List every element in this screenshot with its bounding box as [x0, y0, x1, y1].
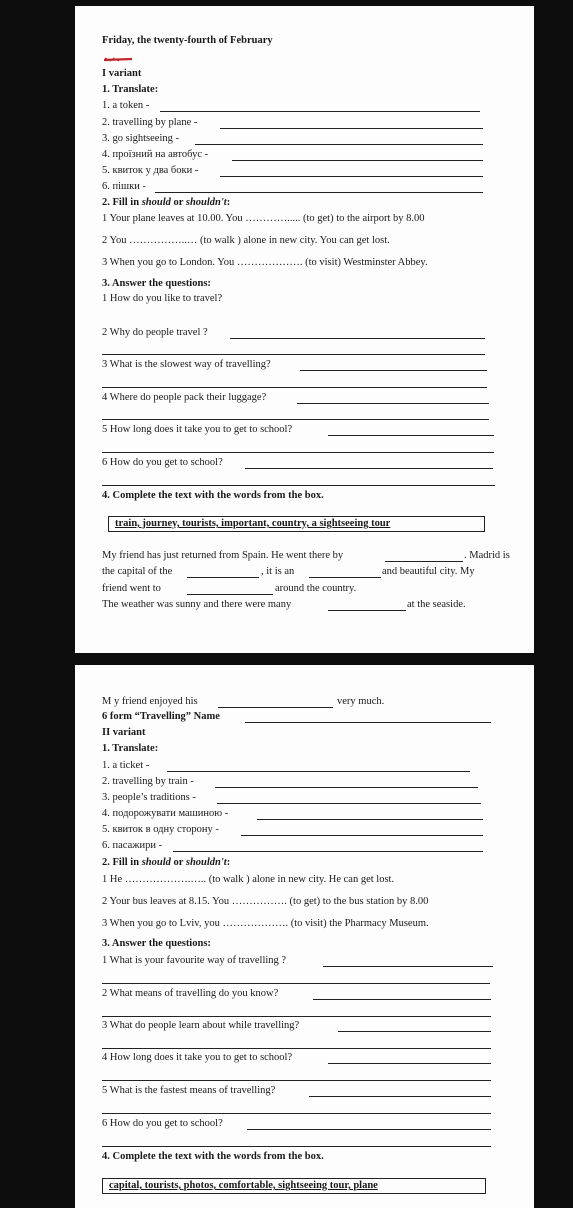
answer-line[interactable]	[187, 594, 273, 595]
answer-line[interactable]	[247, 1129, 491, 1130]
date-heading: Friday, the twenty-fourth of February	[102, 35, 273, 46]
answer-line[interactable]	[300, 370, 487, 371]
fill-sentence: 3 When you go to Lviv, you ………………. (to visit) the Pharmacy Museum.	[102, 918, 429, 929]
worksheet-page-2	[75, 665, 534, 1208]
section-fill-title: 2. Fill in should or shouldn't:	[102, 197, 231, 208]
question: 5 How long does it take you to get to school?	[102, 424, 293, 435]
answer-line[interactable]	[338, 1031, 491, 1032]
section-translate-title: 1. Translate:	[102, 84, 159, 95]
answer-line[interactable]	[102, 1113, 491, 1114]
question: 6 How do you get to school?	[102, 457, 223, 468]
paragraph-text: The weather was sunny and there were many	[102, 599, 292, 610]
paragraph-text: very much.	[337, 696, 385, 707]
section-fill-title: 2. Fill in should or shouldn't:	[102, 857, 231, 868]
answer-line[interactable]	[297, 403, 489, 404]
question: 6 How do you get to school?	[102, 1118, 223, 1129]
name-line[interactable]	[245, 722, 491, 723]
translate-item: 1. a ticket -	[102, 760, 150, 771]
question: 2 What means of travelling do you know?	[102, 988, 279, 999]
answer-line[interactable]	[102, 1146, 491, 1147]
paragraph-text: My friend has just returned from Spain. He went there by	[102, 550, 344, 561]
section-translate-title: 1. Translate:	[102, 743, 159, 754]
form-title: 6 form “Travelling” Name	[102, 711, 220, 722]
translate-item: 5. квиток в одну сторону -	[102, 824, 219, 835]
answer-line[interactable]	[155, 192, 483, 193]
worksheet-page-1	[75, 6, 534, 653]
answer-line[interactable]	[102, 419, 489, 420]
variant-heading: II variant	[102, 727, 146, 738]
answer-line[interactable]	[102, 452, 494, 453]
answer-line[interactable]	[309, 1096, 491, 1097]
answer-line[interactable]	[102, 1080, 491, 1081]
answer-line[interactable]	[323, 966, 493, 967]
paragraph-text: M y friend enjoyed his	[102, 696, 198, 707]
translate-item: 6. пасажири -	[102, 840, 163, 851]
answer-line[interactable]	[173, 851, 483, 852]
answer-line[interactable]	[230, 338, 485, 339]
translate-item: 5. квиток у два боки -	[102, 165, 199, 176]
word-box-words: capital, tourists, photos, comfortable, sightseeing tour, plane	[109, 1180, 378, 1191]
answer-line[interactable]	[220, 176, 483, 177]
fill-sentence: 2 You ……………..… (to walk ) alone in new city. You can get lost.	[102, 235, 390, 246]
answer-line[interactable]	[257, 819, 483, 820]
word-box	[108, 516, 485, 532]
section-questions-title: 3. Answer the questions:	[102, 278, 211, 289]
fill-sentence: 3 When you go to London. You ………………. (to visit) Westminster Abbey.	[102, 257, 428, 268]
paragraph-text: at the seaside.	[407, 599, 466, 610]
answer-line[interactable]	[187, 577, 259, 578]
translate-item: 6. пішки -	[102, 181, 146, 192]
answer-line[interactable]	[102, 983, 490, 984]
section-questions-title: 3. Answer the questions:	[102, 938, 211, 949]
answer-line[interactable]	[232, 160, 483, 161]
answer-line[interactable]	[217, 803, 481, 804]
answer-line[interactable]	[102, 387, 487, 388]
question: 1 How do you like to travel?	[102, 293, 223, 304]
word-box-words: train, journey, tourists, important, country, a sightseeing tour	[115, 518, 391, 529]
section-complete-title: 4. Complete the text with the words from the box.	[102, 1151, 324, 1162]
question: 4 Where do people pack their luggage?	[102, 392, 267, 403]
section-complete-title: 4. Complete the text with the words from the box.	[102, 490, 324, 501]
answer-line[interactable]	[385, 561, 463, 562]
translate-item: 4. проїзний на автобус -	[102, 149, 209, 160]
translate-item: 2. travelling by train -	[102, 776, 194, 787]
answer-line[interactable]	[245, 468, 493, 469]
question: 4 How long does it take you to get to school?	[102, 1052, 293, 1063]
question: 5 What is the fastest means of travelling?	[102, 1085, 276, 1096]
paragraph-text: . Madrid is	[464, 550, 510, 561]
translate-item: 2. travelling by plane -	[102, 117, 198, 128]
paragraph-text: the capital of the	[102, 566, 173, 577]
paragraph-text: and beautiful city. My	[382, 566, 475, 577]
answer-line[interactable]	[102, 485, 495, 486]
answer-line[interactable]	[241, 835, 483, 836]
answer-line[interactable]	[220, 128, 483, 129]
fill-sentence: 1 He ……………….….. (to walk ) alone in new city. He can get lost.	[102, 874, 395, 885]
translate-item: 4. подорожувати машиною -	[102, 808, 229, 819]
answer-line[interactable]	[167, 771, 470, 772]
fill-sentence: 2 Your bus leaves at 8.15. You ……………. (to get) to the bus station by 8.00	[102, 896, 429, 907]
answer-line[interactable]	[102, 354, 485, 355]
paragraph-text: around the country.	[275, 583, 357, 594]
answer-line[interactable]	[218, 707, 333, 708]
word-box	[102, 1178, 486, 1194]
variant-heading: I variant	[102, 68, 142, 79]
question: 3 What is the slowest way of travelling?	[102, 359, 271, 370]
answer-line[interactable]	[328, 610, 406, 611]
question: 2 Why do people travel ?	[102, 327, 208, 338]
answer-line[interactable]	[328, 1063, 491, 1064]
fill-sentence: 1 Your plane leaves at 10.00. You …………..... (to get) to the airport by 8.00	[102, 213, 425, 224]
answer-line[interactable]	[328, 435, 494, 436]
translate-item: 3. people’s traditions -	[102, 792, 196, 803]
paragraph-text: , it is an	[261, 566, 295, 577]
answer-line[interactable]	[313, 999, 491, 1000]
question: 3 What do people learn about while travelling?	[102, 1020, 300, 1031]
translate-item: 1. a token -	[102, 100, 150, 111]
answer-line[interactable]	[102, 1016, 491, 1017]
answer-line[interactable]	[215, 787, 478, 788]
answer-line[interactable]	[195, 144, 483, 145]
paragraph-text: friend went to	[102, 583, 161, 594]
question: 1 What is your favourite way of travelling ?	[102, 955, 287, 966]
answer-line[interactable]	[309, 577, 381, 578]
crossed-out-mark	[103, 57, 133, 62]
translate-item: 3. go sightseeing -	[102, 133, 179, 144]
answer-line[interactable]	[102, 1048, 491, 1049]
answer-line[interactable]	[160, 111, 480, 112]
